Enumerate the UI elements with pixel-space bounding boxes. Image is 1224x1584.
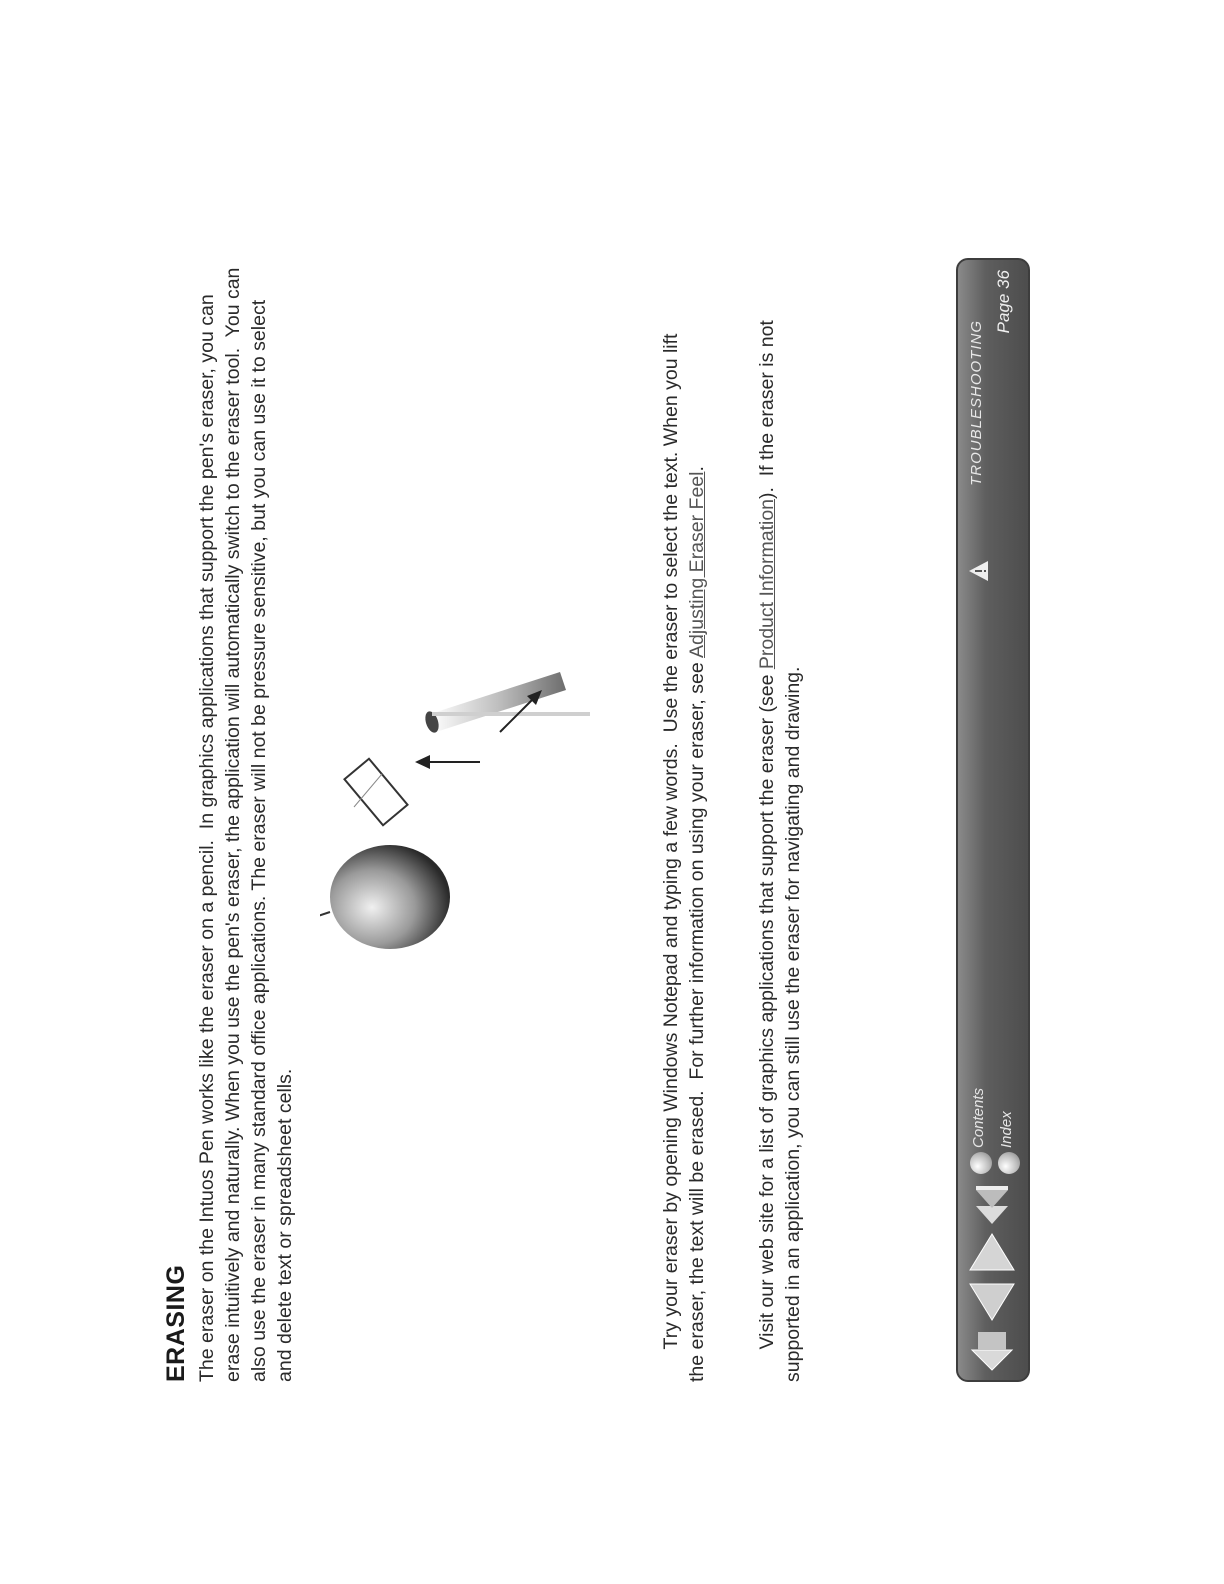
index-link[interactable]: Index: [998, 1111, 1015, 1148]
product-information-link[interactable]: Product Information: [756, 498, 778, 670]
navigation-bar: [956, 258, 1030, 1382]
eraser-block-icon: [344, 759, 407, 826]
previous-page-icon[interactable]: [964, 1278, 1020, 1324]
section-breadcrumb[interactable]: TROUBLESHOOTING: [968, 320, 985, 486]
apple-icon: [320, 845, 450, 949]
try-eraser-paragraph: [632, 302, 736, 1382]
rotated-content: [150, 192, 1100, 1392]
eraser-illustration: [320, 652, 590, 972]
intro-paragraph: The eraser on the Intuos Pen works like the eraser on a pencil. In graphics applications that support the pen's eraser, you can erase intuitively and naturally. When you use the pen's eraser, the application will automatically switch to the eraser tool. You can also use the eraser in many standard office applications. The eraser will not be pressure sensitive, but you can use it to select and delete text or spreadsheet cells.: [196, 262, 296, 1382]
web-site-text: Visit our web site for a list of graphics applications that support the eraser (see: [756, 669, 778, 1350]
contents-link[interactable]: Contents: [970, 1087, 987, 1148]
adjusting-eraser-feel-link[interactable]: Adjusting Eraser Feel: [686, 471, 708, 658]
try-eraser-end: .: [686, 466, 708, 472]
try-eraser-text: Try your eraser by opening Windows Notepad and typing a few words. Use the eraser to select the text. When you lift the eraser, the text will be erased. For further information on using your eraser, see: [660, 328, 708, 1382]
next-page-icon[interactable]: [964, 1230, 1020, 1276]
warning-icon: [968, 560, 990, 582]
back-icon[interactable]: [964, 1182, 1020, 1228]
page-title: ERASING: [162, 1264, 190, 1382]
web-site-paragraph: [728, 302, 832, 1382]
web-site-end: ). If the eraser is not supported in an application, you can still use the eraser for navigating and drawing.: [756, 314, 804, 1382]
index-bullet-icon: [998, 1152, 1020, 1174]
contents-bullet-icon: [970, 1152, 992, 1174]
page-number: Page 36: [994, 270, 1013, 334]
home-icon[interactable]: [964, 1328, 1020, 1374]
arrow-up-icon: [415, 755, 480, 769]
